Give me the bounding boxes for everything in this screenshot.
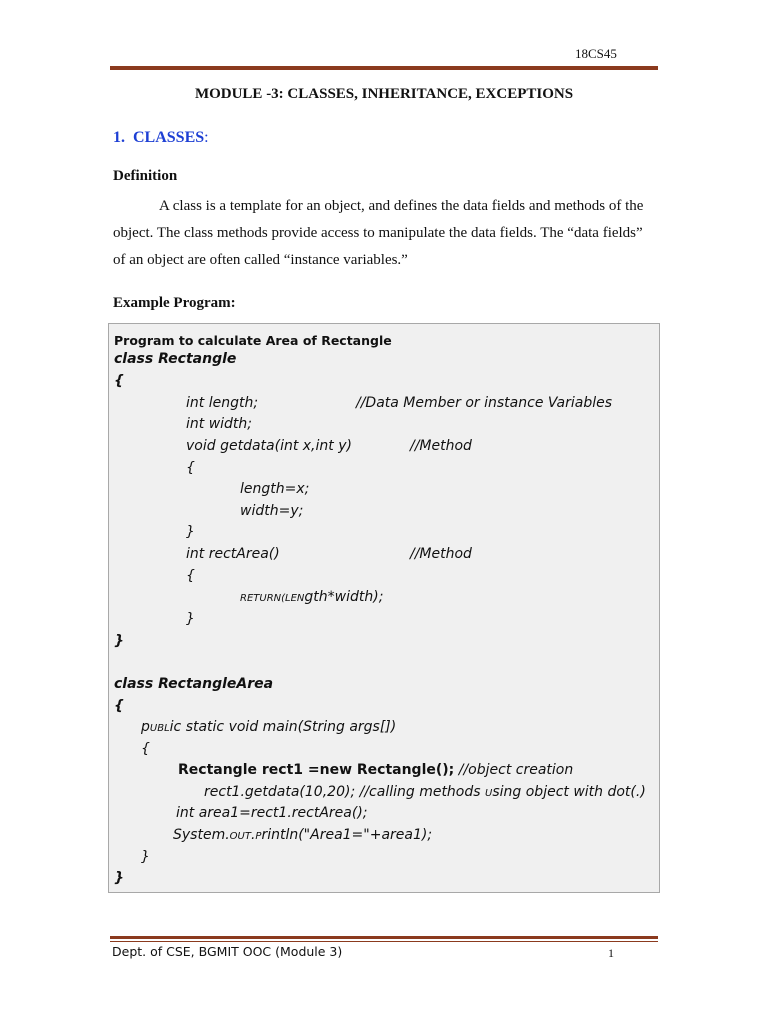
definition-line-3: of an object are often called “instance variables.” — [113, 252, 408, 268]
definition-heading: Definition — [113, 168, 178, 184]
code-text: . — [250, 827, 256, 843]
code-comment: //Method — [410, 546, 472, 562]
definition-line-1: A class is a template for an object, and defines the data fields and methods of the — [159, 198, 644, 214]
code-line: int rectArea() — [186, 546, 280, 562]
code-line: int length; — [186, 395, 259, 411]
code-line: { — [114, 373, 124, 389]
code-heading: Program to calculate Area of Rectangle — [114, 333, 392, 348]
code-line: } — [186, 524, 195, 540]
code-line: } — [114, 870, 124, 886]
code-comment: //Method — [410, 438, 472, 454]
code-smallcaps: P — [255, 831, 262, 842]
code-text: System. — [173, 827, 230, 843]
code-line — [204, 784, 646, 800]
code-line: class RectangleArea — [114, 676, 274, 692]
code-line: int width; — [186, 416, 253, 432]
code-line: class Rectangle — [114, 351, 237, 367]
code-line: { — [114, 698, 124, 714]
code-comment: //Data Member or instance Variables — [356, 395, 613, 411]
code-line — [240, 589, 383, 605]
code-line: length=x; — [240, 481, 310, 497]
code-line — [173, 827, 432, 843]
module-title: MODULE -3: CLASSES, INHERITANCE, EXCEPTIONS — [194, 86, 574, 102]
code-line: { — [186, 568, 195, 584]
section-number: 1. — [113, 129, 125, 146]
code-line — [141, 719, 396, 735]
code-text: p — [141, 719, 150, 735]
code-line — [178, 762, 573, 778]
code-line: { — [141, 741, 150, 757]
footer-rule-thin — [110, 941, 658, 942]
header-rule — [110, 66, 658, 70]
section-heading — [113, 129, 209, 147]
code-line: } — [114, 633, 124, 649]
code-line: width=y; — [240, 503, 304, 519]
code-smallcaps: UBL — [149, 723, 170, 734]
code-line: { — [186, 460, 195, 476]
definition-line-2: object. The class methods provide access to manipulate the data fields. The “data fields” — [113, 225, 643, 241]
code-line: int area1=rect1.rectArea(); — [176, 805, 368, 821]
code-line: } — [186, 611, 195, 627]
code-line: } — [141, 849, 150, 865]
header-course-code: 18CS45 — [575, 46, 617, 61]
footer-rule — [110, 936, 658, 939]
code-box — [108, 323, 660, 893]
code-text: gth*width); — [304, 589, 384, 605]
section-colon: : — [204, 129, 209, 146]
example-heading: Example Program: — [113, 295, 236, 311]
code-text: rect1.getdata(10,20); //calling methods — [204, 784, 486, 800]
code-smallcaps: RETURN(LEN — [240, 593, 305, 604]
code-text: sing object with dot(.) — [492, 784, 646, 800]
code-comment: //object creation — [454, 762, 574, 778]
footer-dept: Dept. of CSE, BGMIT OOC (Module 3) — [112, 944, 343, 959]
code-line: void getdata(int x,int y) — [186, 438, 352, 454]
code-smallcaps: U — [485, 788, 493, 799]
code-text: ic static void main(String args[]) — [169, 719, 397, 735]
code-text: rintln("Area1="+area1); — [261, 827, 433, 843]
section-name: CLASSES — [133, 129, 205, 146]
code-text: Rectangle rect1 =new Rectangle(); — [178, 762, 455, 778]
page-number: 1 — [608, 946, 614, 960]
definition-paragraph — [113, 193, 657, 274]
code-smallcaps: OUT — [229, 831, 251, 842]
